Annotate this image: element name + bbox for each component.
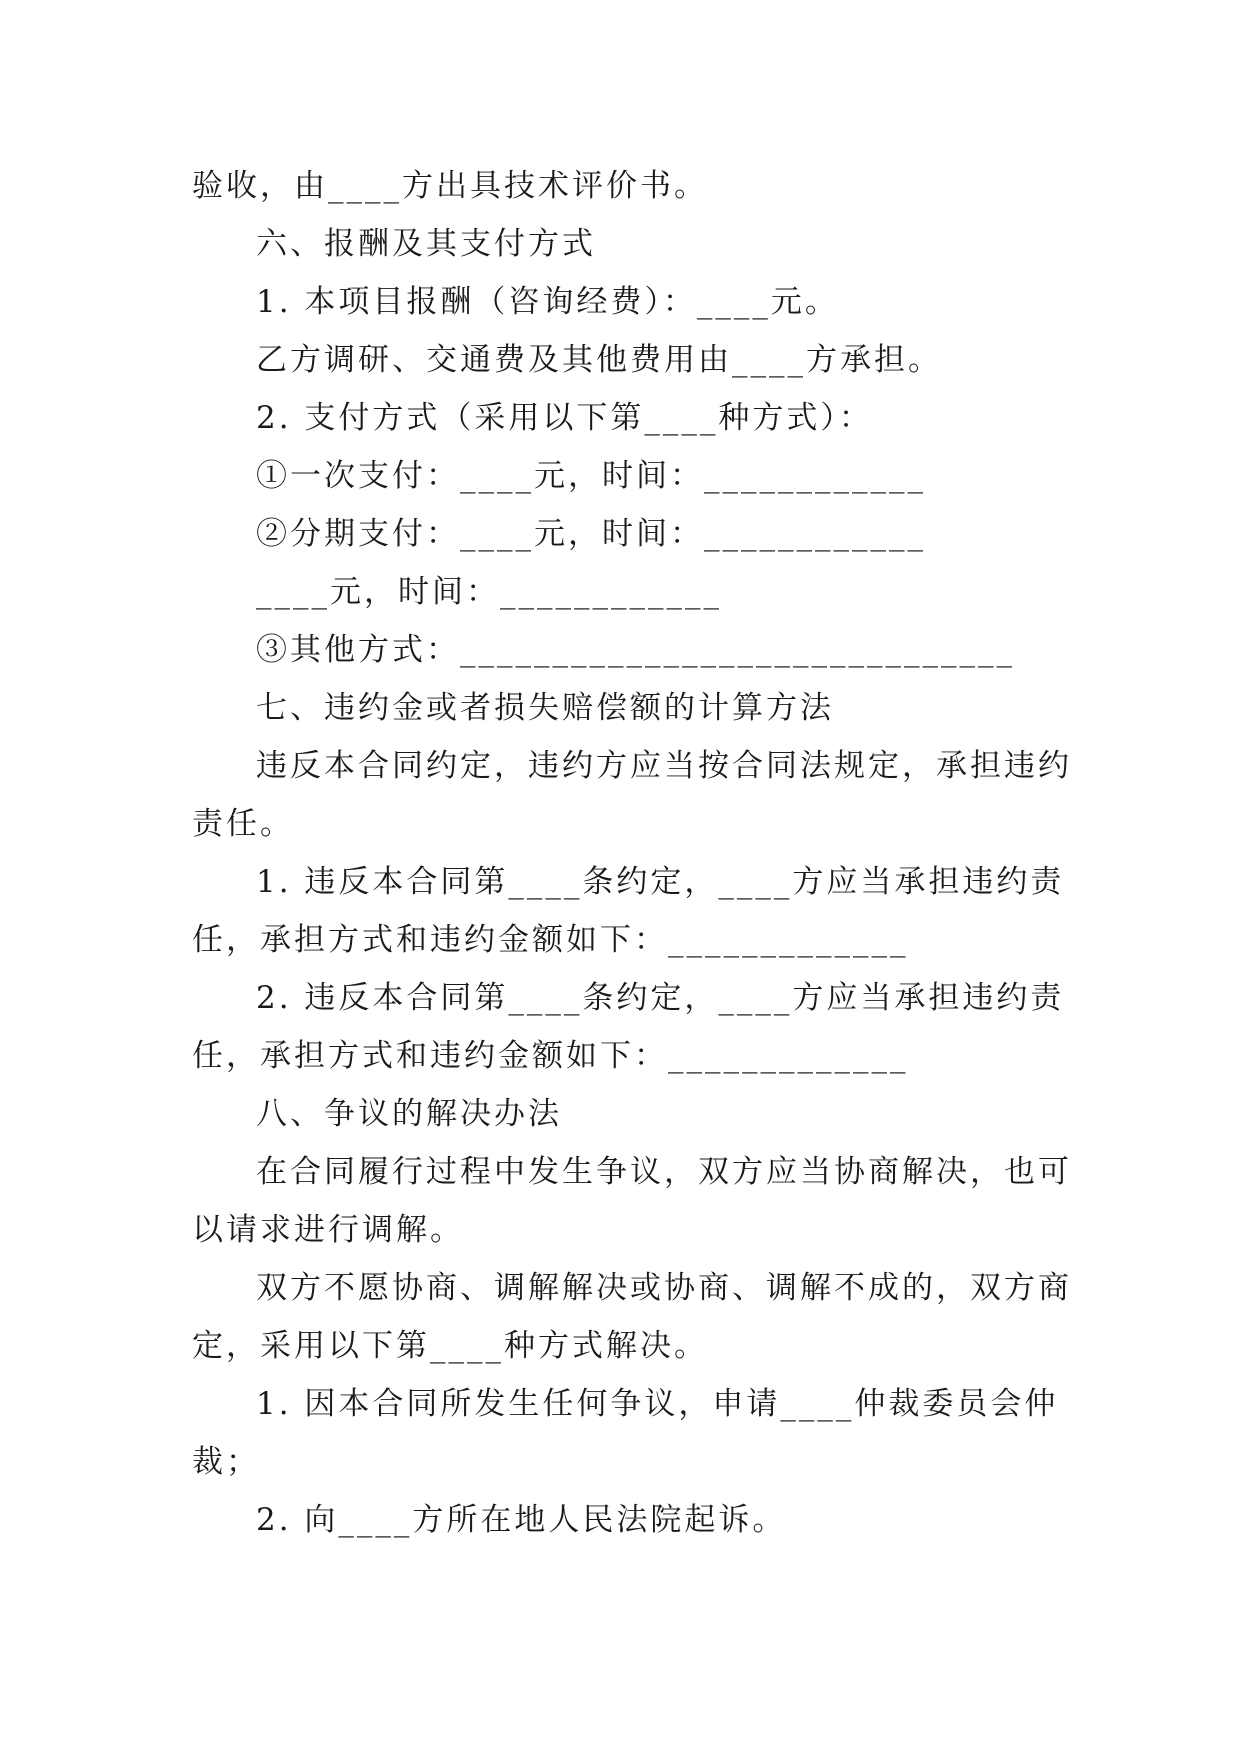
text-line: ①一次支付：____元，时间：____________ [256,458,926,494]
text-line: 在合同履行过程中发生争议，双方应当协商解决，也可 [256,1154,1072,1190]
text-line: 2. 支付方式（采用以下第____种方式）： [256,400,873,436]
text-line: ③其他方式：______________________________ [256,632,1015,668]
text-line: 以请求进行调解。 [192,1212,464,1248]
text-line: 2. 向____方所在地人民法院起诉。 [256,1502,787,1538]
text-line: 双方不愿协商、调解解决或协商、调解不成的，双方商 [256,1270,1072,1306]
text-line: 责任。 [192,806,294,842]
text-line: 任，承担方式和违约金额如下：_____________ [192,1038,909,1074]
section-heading: 七、违约金或者损失赔偿额的计算方法 [256,690,834,726]
text-line: 裁； [192,1444,260,1480]
text-line: 1. 违反本合同第____条约定，____方应当承担违约责 [256,864,1065,900]
text-line: 1. 本项目报酬（咨询经费）：____元。 [256,284,839,320]
text-line: 乙方调研、交通费及其他费用由____方承担。 [256,342,942,378]
text-line: 1. 因本合同所发生任何争议，申请____仲裁委员会仲 [256,1386,1059,1422]
text-line: 验收，由____方出具技术评价书。 [192,168,708,204]
text-line: 违反本合同约定，违约方应当按合同法规定，承担违约 [256,748,1072,784]
text-line: ____元，时间：____________ [256,574,722,610]
section-heading: 八、争议的解决办法 [256,1096,562,1132]
text-line: 定，采用以下第____种方式解决。 [192,1328,708,1364]
section-heading: 六、报酬及其支付方式 [256,226,596,262]
text-line: 任，承担方式和违约金额如下：_____________ [192,922,909,958]
text-line: 2. 违反本合同第____条约定，____方应当承担违约责 [256,980,1065,1016]
text-line: ②分期支付：____元，时间：____________ [256,516,926,552]
